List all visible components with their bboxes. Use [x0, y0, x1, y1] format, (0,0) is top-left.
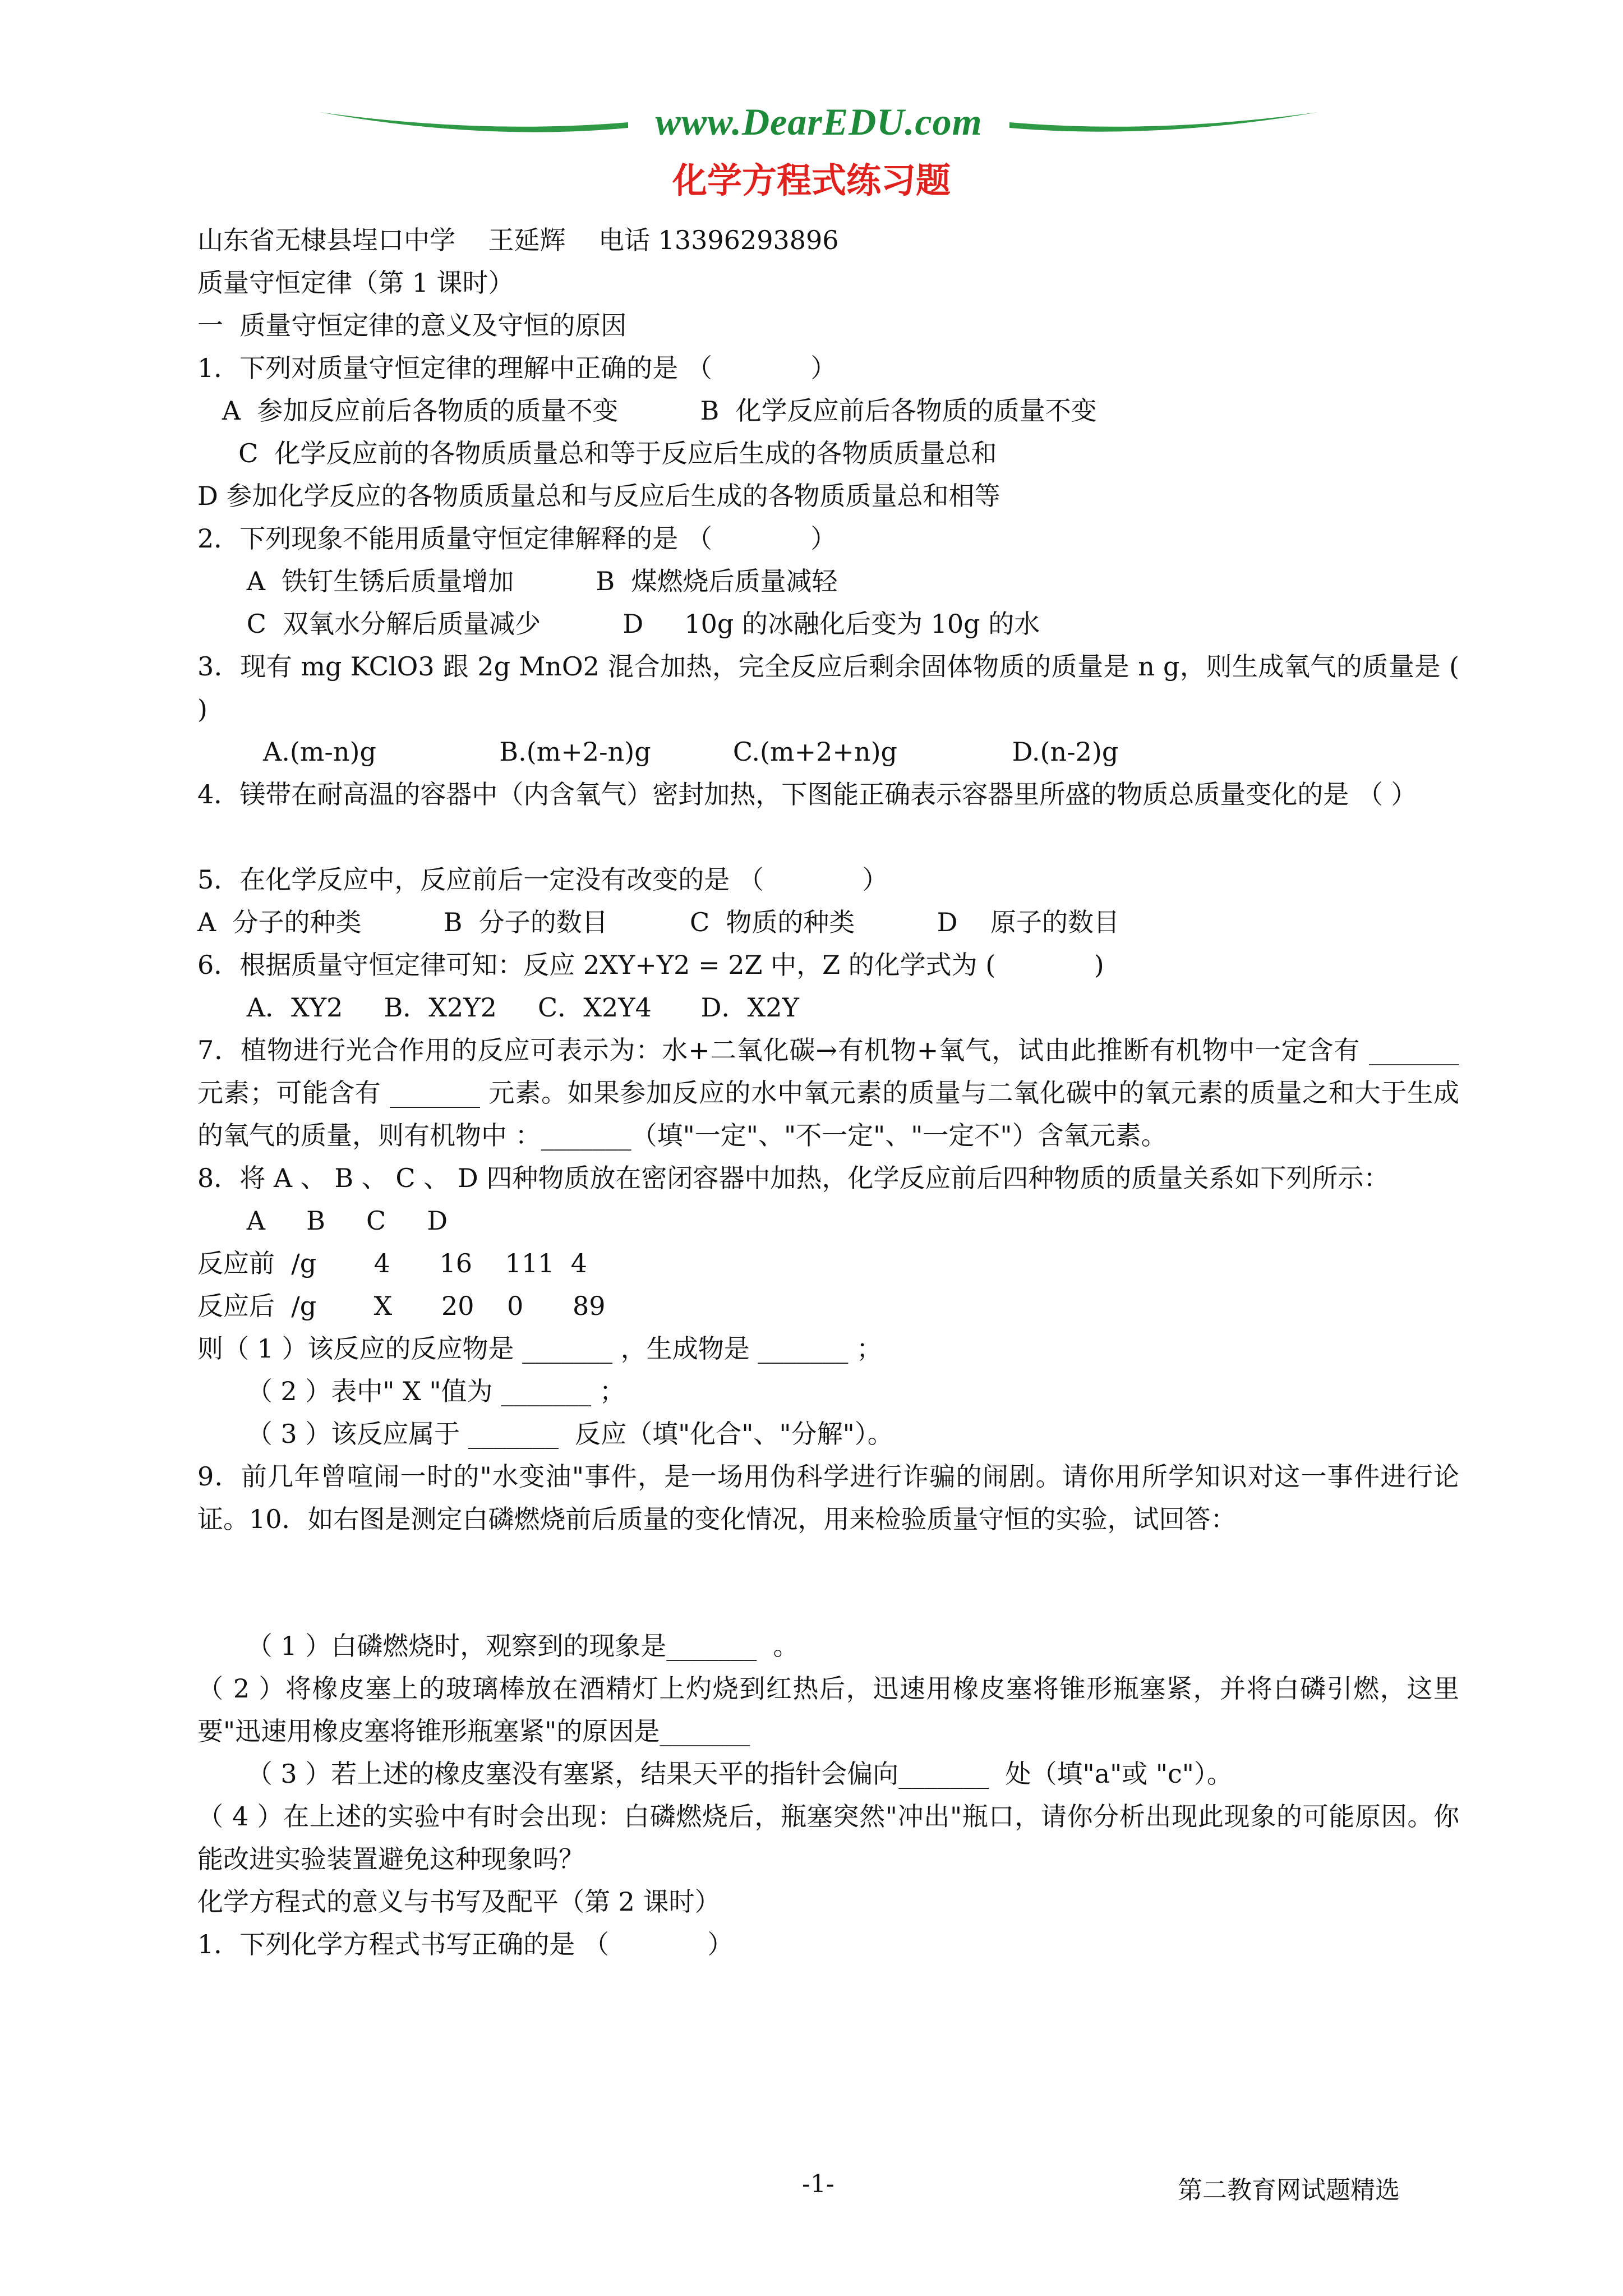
- document-body: [197, 219, 1459, 1966]
- question-2: 2．下列现象不能用质量守恒定律解释的是 （ ）: [197, 523, 837, 554]
- section-heading-2: 化学方程式的意义与书写及配平（第 2 课时）: [197, 1887, 721, 1917]
- q1-option-c: C 化学反应前的各物质质量总和等于反应后生成的各物质质量总和: [197, 438, 997, 468]
- q6-options: A．XY2 B．X2Y2 C．X2Y4 D．X2Y: [197, 992, 799, 1023]
- question-5: 5．在化学反应中，反应前后一定没有改变的是 （ ）: [197, 864, 888, 895]
- q8-part-2: （ 2 ）表中" X "值为 _______ ；: [197, 1376, 625, 1406]
- section2-question-1: 1．下列化学方程式书写正确的是 （ ）: [197, 1929, 734, 1959]
- q1-options-ab: A 参加反应前后各物质的质量不变 B 化学反应前后各物质的质量不变: [197, 395, 1097, 426]
- question-3: 3．现有 mg KClO3 跟 2g MnO2 混合加热，完全反应后剩余固体物质的质量是 n g，则生成氧气的质量是 ( ): [197, 651, 1459, 724]
- q8-part-3: （ 3 ）该反应属于 _______ 反应（填"化合"、"分解"）。: [197, 1419, 893, 1449]
- subsection-heading: 一 质量守恒定律的意义及守恒的原因: [197, 310, 627, 341]
- figure-space: [197, 1540, 1459, 1625]
- author-line: 山东省无棣县埕口中学 王延辉 电话 13396293896: [197, 225, 839, 255]
- q5-options: A 分子的种类 B 分子的数目 C 物质的种类 D 原子的数目: [197, 907, 1119, 937]
- site-header: [314, 84, 1324, 151]
- q10-part-1: （ 1 ）白磷燃烧时，观察到的现象是_______ 。: [197, 1631, 799, 1661]
- section-heading: 质量守恒定律（第 1 课时）: [197, 268, 514, 298]
- page-number: -1-: [802, 2170, 834, 2198]
- q8-table-header: A B C D: [197, 1205, 448, 1236]
- footer-source: 第二教育网试题精选: [1178, 2176, 1400, 2205]
- question-8: 8．将 A 、 B 、 C 、 D 四种物质放在密闭容器中加热，化学反应前后四种物质的质量关系如下列所示：: [197, 1163, 1390, 1193]
- question-6: 6．根据质量守恒定律可知：反应 2XY+Y2 = 2Z 中，Z 的化学式为 ( ): [197, 950, 1104, 980]
- question-4: 4．镁带在耐高温的容器中（内含氧气）密封加热，下图能正确表示容器里所盛的物质总质量变化的是 （ ）: [197, 779, 1417, 809]
- q1-option-d: D 参加化学反应的各物质质量总和与反应后生成的各物质质量总和相等: [197, 481, 1000, 511]
- q8-table-before: 反应前 /g 4 16 111 4: [197, 1248, 587, 1278]
- q8-table-after: 反应后 /g X 20 0 89: [197, 1291, 606, 1321]
- q2-options-ab: A 铁钉生锈后质量增加 B 煤燃烧后质量减轻: [197, 566, 838, 596]
- q10-part-2: （ 2 ）将橡皮塞上的玻璃棒放在酒精灯上灼烧到红热后，迅速用橡皮塞将锥形瓶塞紧，并将白磷引燃，这里要"迅速用橡皮塞将锥形瓶塞紧"的原因是_______: [197, 1673, 1459, 1746]
- figure-space: [197, 816, 1459, 858]
- document-title: 化学方程式练习题: [672, 160, 951, 201]
- q8-part-1: 则（ 1 ）该反应的反应物是 _______ ，生成物是 _______ ；: [197, 1333, 882, 1364]
- q10-part-3: （ 3 ）若上述的橡皮塞没有塞紧，结果天平的指针会偏向_______ 处（填"a"或 "c"）。: [197, 1759, 1233, 1789]
- site-name[interactable]: www.DearEDU.com: [655, 100, 983, 143]
- q10-part-4: （ 4 ）在上述的实验中有时会出现：白磷燃烧后，瓶塞突然"冲出"瓶口，请你分析出现此现象的可能原因。你能改进实验装置避免这种现象吗？: [197, 1801, 1459, 1874]
- q3-options: A.(m-n)g B.(m+2-n)g C.(m+2+n)g D.(n-2)g: [197, 737, 1119, 767]
- q2-options-cd: C 双氧水分解后质量减少 D 10g 的冰融化后变为 10g 的水: [197, 609, 1040, 639]
- question-7: 7．植物进行光合作用的反应可表示为：水+二氧化碳→有机物+氧气，试由此推断有机物中一定含有 _______ 元素；可能含有 _______ 元素。如果参加反应的水中氧元素的质量与二氧化碳中的氧元素的质量之和大于生成的氧气的质量，则有机物中 ：_______（填"一定"、"不一定"、"一定不"）含氧元素。: [197, 1035, 1459, 1151]
- question-9-10: 9．前几年曾喧闹一时的"水变油"事件，是一场用伪科学进行诈骗的闹剧。请你用所学知识对这一事件进行论证。10．如右图是测定白磷燃烧前后质量的变化情况，用来检验质量守恒的实验，试回答：: [197, 1461, 1459, 1534]
- question-1: 1．下列对质量守恒定律的理解中正确的是 （ ）: [197, 353, 837, 383]
